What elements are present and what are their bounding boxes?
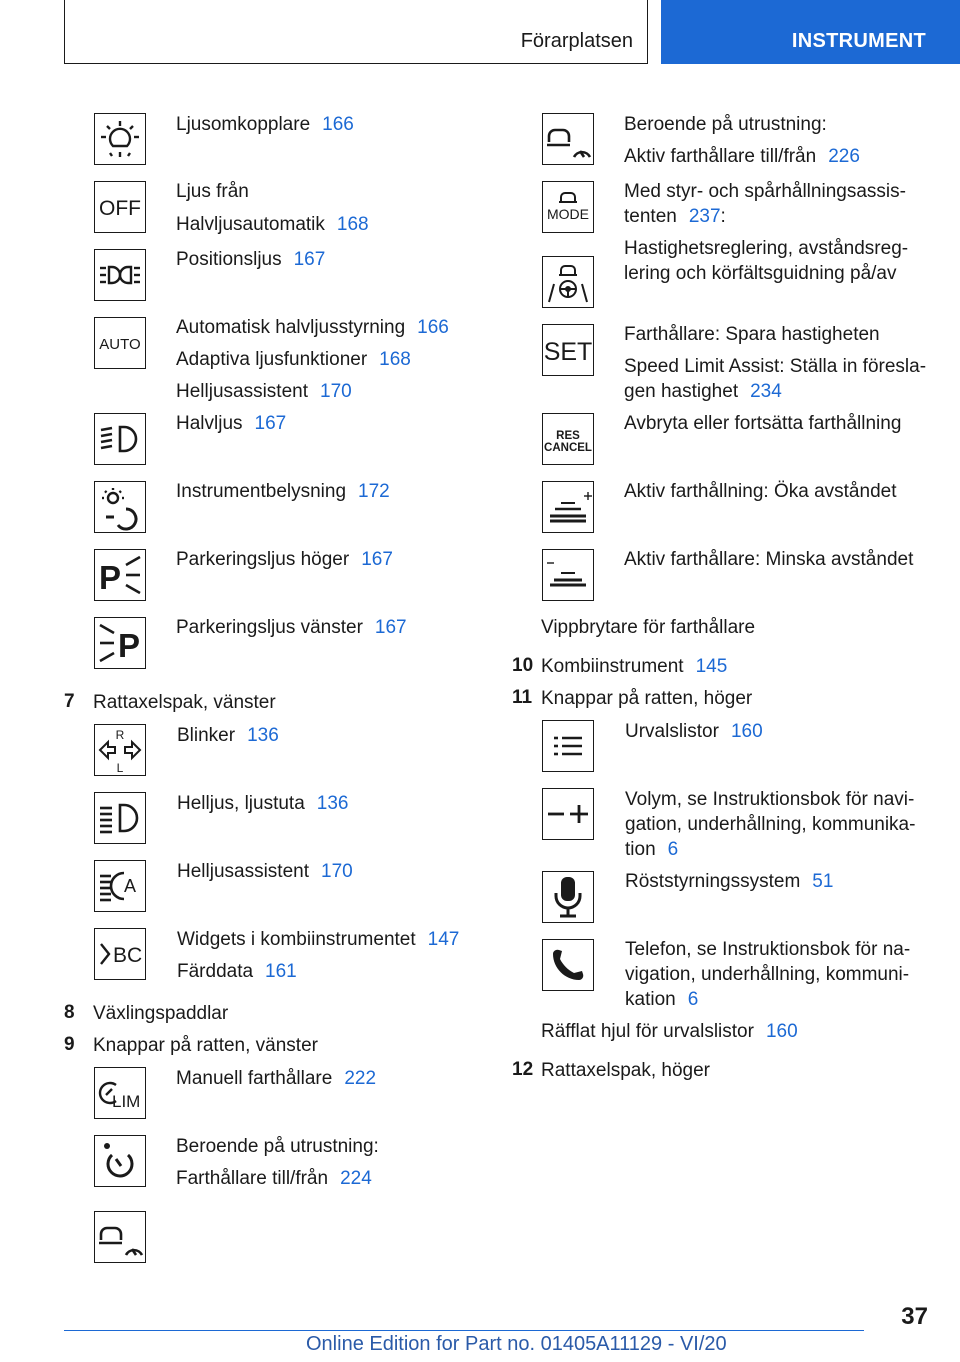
active-cruise-icon	[94, 1211, 146, 1263]
light-switch-icon	[94, 113, 146, 165]
section-title: Förarplatsen	[520, 30, 633, 52]
thumbwheel-caption: Räfflat hjul för urvalslistor 160	[541, 1021, 798, 1042]
entry-set: Farthållare: Spara hastigheten Speed Limit Assist: Ställa in föresla- gen hastighet 234	[624, 324, 927, 402]
entry-steering-assist: Hastighetsreglering, avståndsreg- lering och körfältsguidning på/av	[624, 238, 909, 284]
svg-text:CANCEL: CANCEL	[544, 442, 592, 454]
svg-text:A: A	[123, 876, 137, 896]
instrument-lighting-icon	[94, 481, 146, 533]
item-number-8: 8	[64, 1002, 75, 1023]
entry-parking-left: Parkeringsljus vänster 167	[176, 617, 407, 638]
entry-high-beam: Helljus, ljustuta 136	[177, 793, 349, 814]
entry-turn-signal: Blinker 136	[177, 725, 279, 746]
svg-text:BC: BC	[113, 944, 143, 967]
item-7-label: Rattaxelspak, vänster	[93, 692, 276, 713]
entry-phone: Telefon, se Instruktionsbok för na- vigation, underhållning, kommuni- kation 6	[625, 939, 911, 1010]
page-number: 37	[901, 1303, 928, 1330]
svg-text:MODE: MODE	[547, 206, 589, 222]
parking-light-right-icon	[94, 549, 146, 601]
mode-icon	[542, 181, 594, 233]
item-number-9: 9	[64, 1034, 75, 1055]
item-8-label: Växlingspaddlar	[93, 1003, 229, 1024]
svg-text:SET: SET	[544, 338, 592, 366]
set-icon	[542, 324, 594, 376]
phone-icon	[542, 939, 594, 991]
section-tab	[64, 0, 648, 64]
item-11-label: Knappar på ratten, höger	[541, 688, 753, 709]
item-10-label: Kombiinstrument 145	[541, 656, 728, 677]
high-beam-icon	[94, 792, 146, 844]
entry-bc: Widgets i kombiinstrumentet 147 Färddata 161	[177, 929, 460, 982]
entry-distance-minus: Aktiv farthållare: Minska avståndet	[624, 549, 914, 570]
entry-cruise-control: Beroende på utrustning: Farthållare till/från 224	[176, 1136, 379, 1189]
svg-text:R: R	[115, 728, 125, 742]
svg-text:OFF: OFF	[99, 197, 141, 220]
footer-divider	[64, 1330, 864, 1331]
auto-icon	[94, 317, 146, 369]
bc-icon	[94, 928, 146, 980]
entry-mode: Med styr- och spårhållningsassis- tenten 237:	[624, 181, 906, 227]
entry-lim: Manuell farthållare 222	[176, 1068, 377, 1089]
entry-parking-right: Parkeringsljus höger 167	[176, 549, 393, 570]
svg-text:P: P	[118, 627, 141, 664]
item-number-11: 11	[512, 687, 533, 708]
entry-position-light: Positionsljus 167	[176, 249, 326, 270]
svg-text:LIM: LIM	[112, 1092, 141, 1111]
svg-text:AUTO: AUTO	[99, 336, 141, 353]
res-cancel-icon	[542, 413, 594, 465]
entry-instrument-lighting: Instrumentbelysning 172	[176, 481, 390, 502]
entry-light-switch: Ljusomkopplare 166	[176, 114, 354, 135]
list-icon	[542, 720, 594, 772]
low-beam-icon	[94, 413, 146, 465]
turn-signal-icon	[94, 724, 146, 776]
entry-volume: Volym, se Instruktionsbok för navi- gation, underhållning, kommunika- tion 6	[625, 789, 916, 860]
entry-active-cruise: Beroende på utrustning: Aktiv farthållare till/från 226	[624, 114, 860, 167]
item-number-10: 10	[512, 655, 534, 676]
entry-high-beam-assist: Helljusassistent 170	[177, 861, 353, 882]
item-number-12: 12	[512, 1059, 534, 1080]
entry-auto-light: Automatisk halvljusstyrning 166 Adaptiva ljusfunktioner 168 Helljusassistent 170	[176, 317, 449, 402]
steering-assist-icon	[542, 256, 594, 308]
entry-lists: Urvalslistor 160	[625, 721, 763, 742]
item-12-label: Rattaxelspak, höger	[541, 1060, 710, 1081]
svg-text:RES: RES	[556, 430, 580, 442]
microphone-icon	[542, 871, 594, 923]
high-beam-assist-icon	[94, 860, 146, 912]
position-light-icon	[94, 249, 146, 301]
entry-lights-off: Ljus från Halvljusautomatik 168	[176, 181, 369, 235]
item-9-label: Knappar på ratten, vänster	[93, 1035, 318, 1056]
parking-light-left-icon	[94, 617, 146, 669]
chapter-title: INSTRUMENT	[791, 30, 926, 52]
off-icon	[94, 181, 146, 233]
active-cruise-icon	[542, 113, 594, 165]
item-number-7: 7	[64, 691, 75, 712]
distance-plus-icon	[542, 481, 594, 533]
distance-minus-icon	[542, 549, 594, 601]
rocker-switch-caption: Vippbrytare för farthållare	[541, 617, 756, 638]
entry-voice-control: Röststyrningssystem 51	[625, 871, 834, 892]
volume-icon	[542, 788, 594, 840]
entry-res-cancel: Avbryta eller fortsätta farthållning	[624, 413, 902, 434]
entry-distance-plus: Aktiv farthållning: Öka avståndet	[624, 481, 897, 502]
entry-low-beam: Halvljus 167	[176, 413, 287, 434]
cruise-control-icon	[94, 1135, 146, 1187]
svg-text:L: L	[116, 761, 124, 774]
chapter-tab	[661, 0, 960, 64]
lim-icon	[94, 1067, 146, 1119]
svg-text:P: P	[99, 559, 122, 596]
edition-text: Online Edition for Part no. 01405A11129 - VI/20	[306, 1333, 727, 1355]
